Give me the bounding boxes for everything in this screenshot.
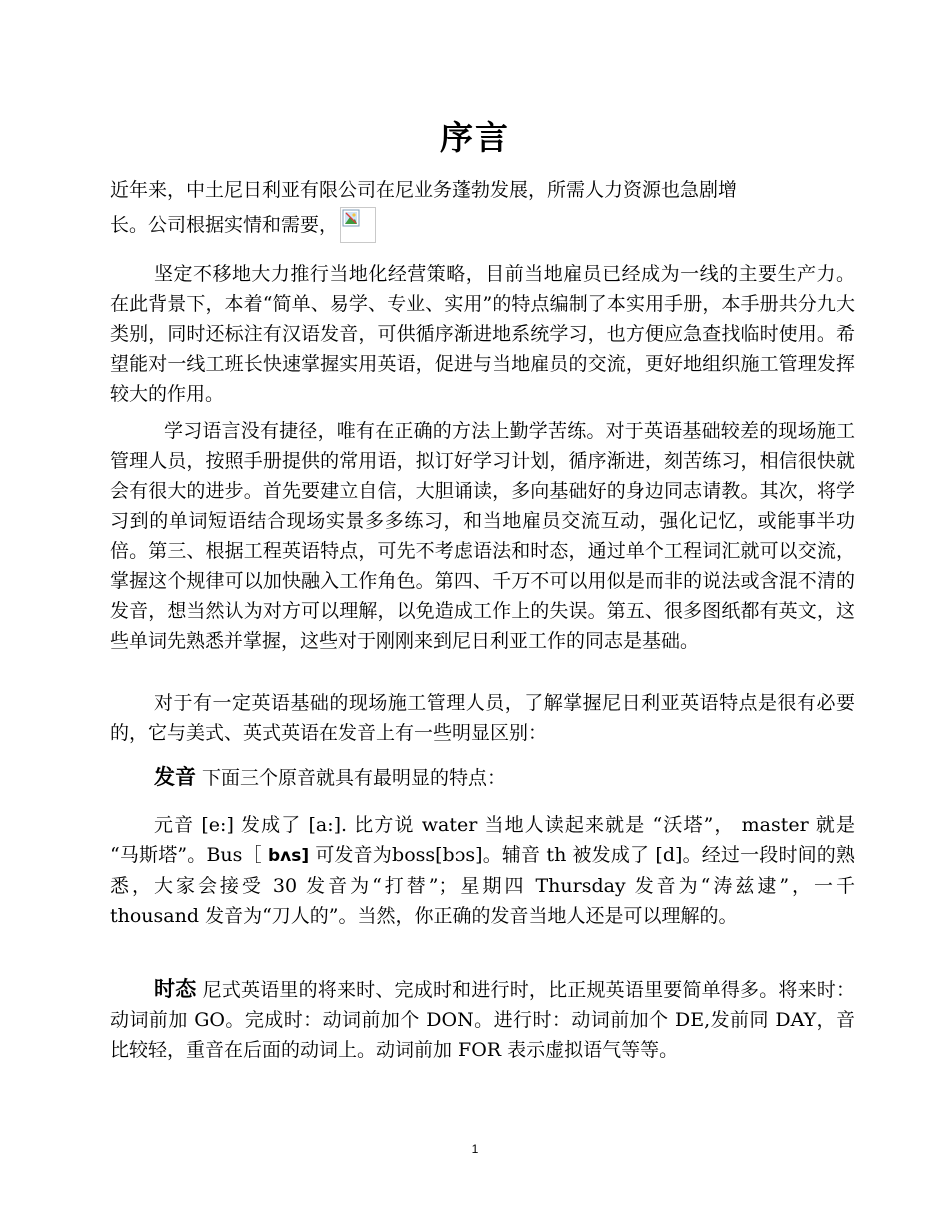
- page-title: 序言: [440, 118, 510, 157]
- learning-advice-paragraph: 学习语言没有捷径，唯有在正确的方法上勤学苦练。对于英语基础较差的现场施工管理人员，按照手册提供的常用语，拟订好学习计划，循序渐进，刻苦练习，相信很快就会有很大的进步。首先要建立自信，大胆诵读，多向基础好的身边同志请教。其次，将学习到的单词短语结合现场实景多多练习，和当地雇员交流互动，强化记忆，或能事半功倍。第三、根据工程英语特点，可先不考虑语法和时态，通过单个工程词汇就可以交流，掌握这个规律可以加快融入工作角色。第四、千万不可以用似是而非的说法或含混不清的发音，想当然认为对方可以理解，以免造成工作上的失误。第五、很多图纸都有英文，这些单词先熟悉并掌握，这些对于刚刚来到尼日利亚工作的同志是基础。: [110, 420, 855, 652]
- localization-paragraph: 坚定不移地大力推行当地化经营策略，目前当地雇员已经成为一线的主要生产力。在此背景下，本着“简单、易学、专业、实用”的特点编制了本实用手册，本手册共分九大类别，同时还标注有汉语发音，可供循序渐进地系统学习，也方便应急查找临时使用。希望能对一线工班长快速掌握实用英语，促进与当地雇员的交流，更好地组织施工管理发挥较大的作用。: [110, 263, 855, 405]
- intro-line-2-text: 长。公司根据实情和需要，: [110, 214, 339, 236]
- pronunciation-text-1: 元音 [e:] 发成了 [a:]. 比方说 water 当地人读起来就是 “沃塔”， master 就是 “马斯塔”。Bus［: [110, 814, 855, 866]
- tense-heading: 时态: [154, 976, 197, 1001]
- intro-line-2: [110, 207, 855, 243]
- pronunciation-text-2: 可发音为boss[bɔs]。辅音 th 被发成了 [d]。经过一段时间的熟悉，大家会接受 30 发音为“打替”；星期四 Thursday 发音为“涛兹逮”，一千 thousand 发音为“刀人的”。当然，你正确的发音当地人还是可以理解的。: [110, 844, 855, 927]
- pronunciation-heading-text: 下面三个原音就具有最明显的特点：: [196, 767, 507, 789]
- intro-paragraph: [110, 173, 855, 243]
- tense-paragraph: [110, 974, 855, 1065]
- pronunciation-paragraph: [110, 810, 855, 931]
- pronunciation-heading-paragraph: [110, 762, 855, 793]
- pronunciation-heading: 发音: [154, 764, 196, 789]
- tense-text: 尼式英语里的将来时、完成时和进行时，比正规英语里要简单得多。将来时：动词前加 GO。完成时：动词前加个 DON。进行时：动词前加个 DE,发前同 DAY，音比较轻，重音在后面的动词上。动词前加 FOR 表示虚拟语气等等。: [110, 979, 855, 1061]
- nigerian-english-intro-paragraph: 对于有一定英语基础的现场施工管理人员，了解掌握尼日利亚英语特点是很有必要的，它与美式、英式英语在发音上有一些明显区别：: [110, 692, 855, 744]
- intro-line-1: 近年来，中土尼日利亚有限公司在尼业务蓬勃发展，所需人力资源也急剧增: [110, 179, 738, 201]
- ipa-transcription: bʌs]: [267, 846, 310, 866]
- page-number: 1: [471, 1142, 479, 1156]
- broken-image-icon: [340, 207, 376, 243]
